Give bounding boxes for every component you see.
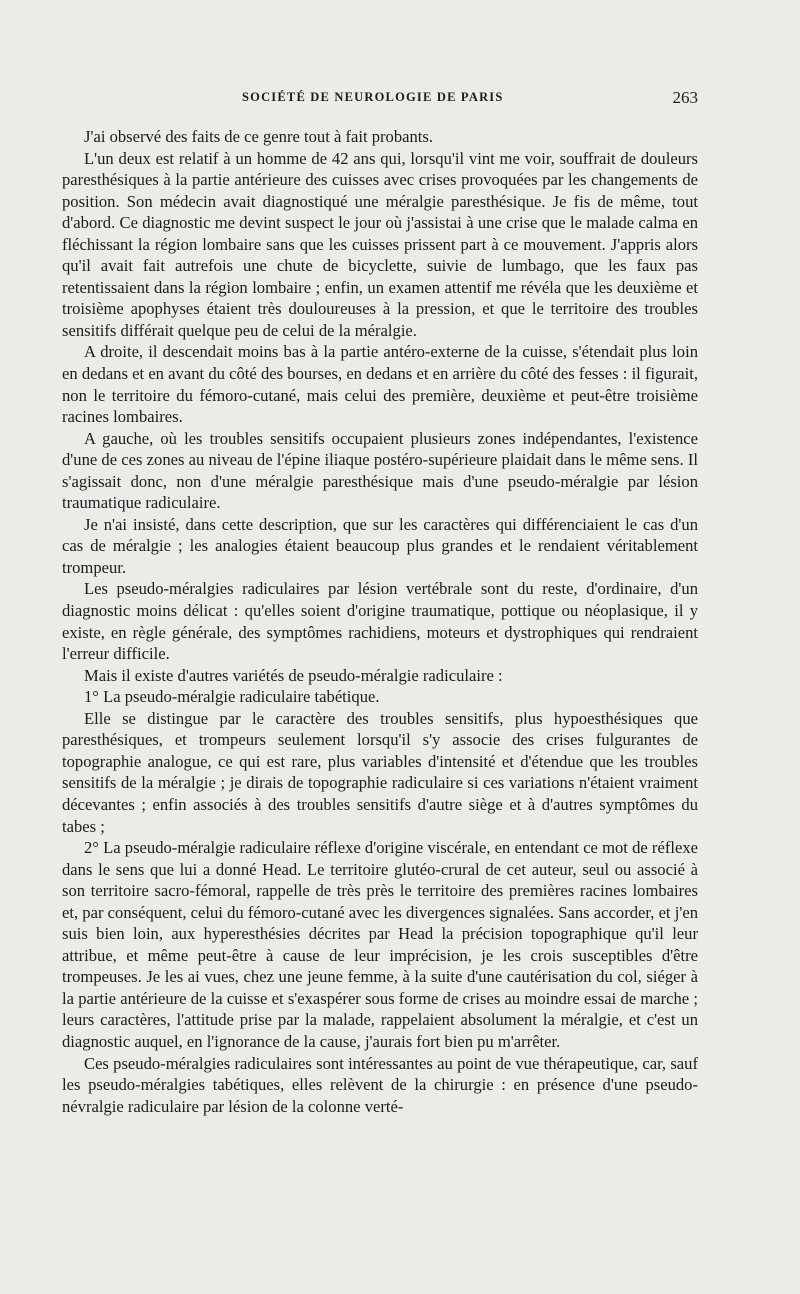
page-header: [62, 88, 698, 110]
running-head: SOCIÉTÉ DE NEUROLOGIE DE PARIS: [242, 90, 504, 104]
paragraph: J'ai observé des faits de ce genre tout à fait probants.: [84, 127, 434, 146]
paragraph: 2° La pseudo-méralgie radiculaire réflexe d'origine viscérale, en entendant ce mot de réflexe dans le sens que lui a donné Head. Le territoire glutéo-crural de cet auteur, seul ou associé à son territoire sacro-fémoral, rappelle de très près le territoire des premières racines lombaires et, par conséquent, celui du fémoro-cutané avec les divergences signalées. Sans accorder, et j'en suis bien loin, aux hyperesthésies décrites par Head la précision topographique qu'il leur attribue, et même peut-être à cause de leur imprécision, je les crois susceptibles d'être trompeuses. Je les ai vues, chez une jeune femme, à la suite d'une cautérisation du col, siéger à la partie antérieure de la cuisse et s'exaspérer sous forme de crises au moindre essai de marche ; leurs caractères, l'attitude prise par la malade, rappelaient absolument la méralgie, et c'est un diagnostic auquel, en l'ignorance de la cause, j'aurais fort bien pu m'arrêter.: [62, 838, 698, 1051]
body-text: [62, 126, 698, 1117]
paragraph: Elle se distingue par le caractère des troubles sensitifs, plus hypoesthésiques que paresthésiques, et trompeurs seulement lorsqu'il s'y associe des crises fulgurantes de topographie analogue, ce qui est rare, plus variables d'intensité et d'étendue que les troubles sensitifs de la méralgie ; je dirais de topographie radiculaire si ces variations n'étaient vraiment décevantes ; enfin associés à des troubles sensitifs d'autre siège et à d'autres symptômes du tabes ;: [62, 708, 698, 836]
paragraph: 1° La pseudo-méralgie radiculaire tabétique.: [84, 687, 380, 707]
paragraph: Je n'ai insisté, dans cette description, que sur les caractères qui différenciaient le cas d'un cas de méralgie ; les analogies étaient beaucoup plus grandes et le rendaient véritablement trompeur.: [62, 514, 698, 577]
paragraph: Ces pseudo-méralgies radiculaires sont intéressantes au point de vue thérapeutique, car, sauf les pseudo-méralgies tabétiques, elles relèvent de la chirurgie : en présence d'une pseudo-névralgie radiculaire par lésion de la colonne verté-: [62, 1053, 698, 1116]
page-number: 263: [672, 88, 698, 107]
paragraph: L'un deux est relatif à un homme de 42 ans qui, lorsqu'il vint me voir, souffrait de douleurs paresthésiques à la partie antérieure des cuisses avec crises provoquées par les changements de position. Son médecin avait diagnostiqué une méralgie paresthésique. Je fis de même, tout d'abord. Ce diagnostic me devint suspect le jour où j'assistai à une crise que le malade calma en fléchissant la région lombaire sans que les cuisses prissent part à ce mouvement. J'appris alors qu'il avait fait autrefois une chute de bicyclette, suivie de lumbago, que les faux pas retentissaient dans la région lombaire ; enfin, un examen attentif me révéla que les deuxième et troisième apophyses étaient très douloureuses à la pression, et que le territoire des troubles sensitifs différait quelque peu de celui de la méralgie.: [62, 148, 698, 340]
paragraph: Mais il existe d'autres variétés de pseudo-méralgie radiculaire :: [84, 665, 503, 685]
paragraph: A droite, il descendait moins bas à la partie antéro-externe de la cuisse, s'étendait plus loin en dedans et en avant du côté des bourses, en dedans et en arrière du côté des fesses : il figurait, non le territoire du fémoro-cutané, mais celui des première, deuxième et peut-être troisième racines lombaires.: [62, 342, 698, 427]
paragraph: Les pseudo-méralgies radiculaires par lésion vertébrale sont du reste, d'ordinaire, d'un diagnostic moins délicat : qu'elles soient d'origine traumatique, pottique ou néoplasique, il y existe, en règle générale, des symptômes rachidiens, moteurs et dystrophiques qui rendraient l'erreur difficile.: [62, 579, 698, 664]
paragraph: A gauche, où les troubles sensitifs occupaient plusieurs zones indépendantes, l'existence d'une de ces zones au niveau de l'épine iliaque postéro-supérieure plaidait dans le même sens. Il s'agissait donc, non d'une méralgie paresthésique mais d'une pseudo-méralgie par lésion traumatique radiculaire.: [62, 428, 698, 513]
